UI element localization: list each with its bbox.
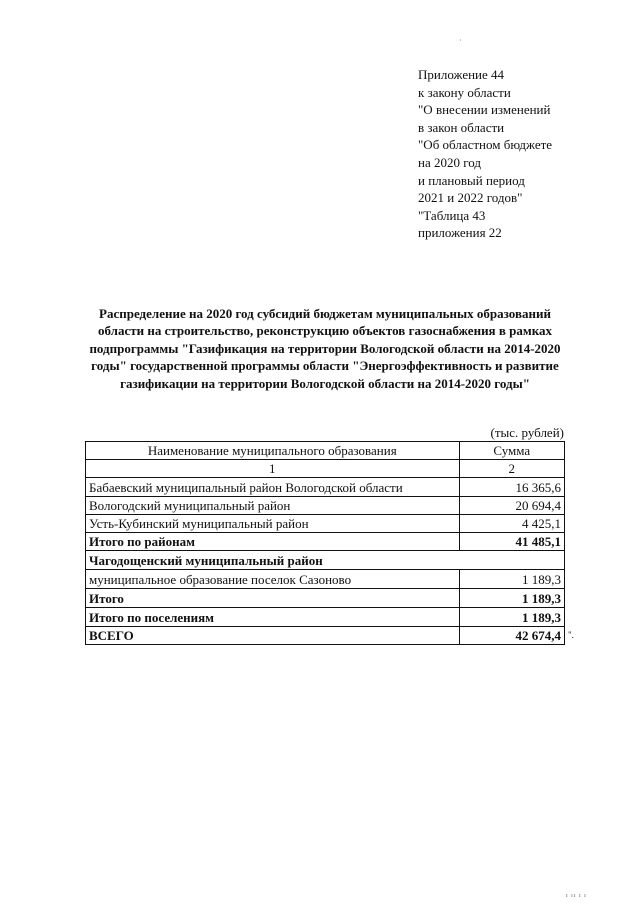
row-sum-cell: 4 425,1 [459,515,565,533]
subtotal-row [86,608,565,627]
table-row [86,497,565,515]
row-sum-cell: 16 365,6 [459,478,565,497]
appendix-line: "Об областном бюджете [418,137,553,153]
column-number-row [86,460,565,478]
subtotal-row [86,589,565,608]
header-sum-cell: Сумма [459,442,565,460]
subtotal-row [86,533,565,551]
district-group-cell: Чагодощенский муниципальный район [86,551,565,570]
row-name-cell: Вологодский муниципальный район [86,497,460,515]
scan-dot-mark: · [459,36,462,45]
document-title: Распределение на 2020 год субсидий бюджетам муниципальных образований области на строительство, реконструкцию объектов газоснабжения в рамках подпрограммы "Газификация на территории Вологодской области на 2014-2020 годы" государственной программы области "Энергоэффективность и развитие газификации на территории Вологодской области на 2014-2020 годы" [89,306,561,391]
row-name-cell: муниципальное образование поселок Сазоново [86,570,460,589]
units-label: (тыс. рублей) [490,425,564,440]
appendix-line: на 2020 год [418,154,481,170]
row-name-cell: Итого по поселениям [86,608,460,627]
row-name-cell: Итого [86,589,460,608]
row-sum-cell: 1 189,3 [459,570,565,589]
table-row [86,515,565,533]
appendix-line: к закону области [418,84,511,100]
row-name-cell: Усть-Кубинский муниципальный район [86,515,460,533]
column-number-cell: 1 [86,460,460,478]
row-sum-cell: 41 485,1 [459,533,565,551]
appendix-line: "Таблица 43 [418,207,486,223]
column-number-cell: 2 [459,460,565,478]
row-sum-cell: 1 189,3 [459,608,565,627]
appendix-line: 2021 и 2022 годов" [418,190,523,206]
row-sum-cell: 1 189,3 [459,589,565,608]
row-name-cell: Бабаевский муниципальный район Вологодской области [86,478,460,497]
table-row [86,478,565,497]
table-row [86,570,565,589]
appendix-line: в закон области [418,119,505,135]
closing-quote: ". [568,630,574,640]
scan-corner-mark: ı ıı ı ı [566,893,587,899]
appendix-line: "О внесении изменений [418,102,551,118]
total-row [86,627,565,645]
row-name-cell: Итого по районам [86,533,460,551]
appendix-line: и плановый период [418,172,525,188]
district-group-row [86,551,565,570]
subsidy-table [85,441,565,645]
header-name-cell: Наименование муниципального образования [86,442,460,460]
row-name-cell: ВСЕГО [86,627,460,645]
table-header-row [86,442,565,460]
appendix-header [418,66,618,242]
row-sum-cell: 20 694,4 [459,497,565,515]
row-sum-cell: 42 674,4 [459,627,565,645]
appendix-line: Приложение 44 [418,67,505,82]
appendix-line: приложения 22 [418,225,502,241]
